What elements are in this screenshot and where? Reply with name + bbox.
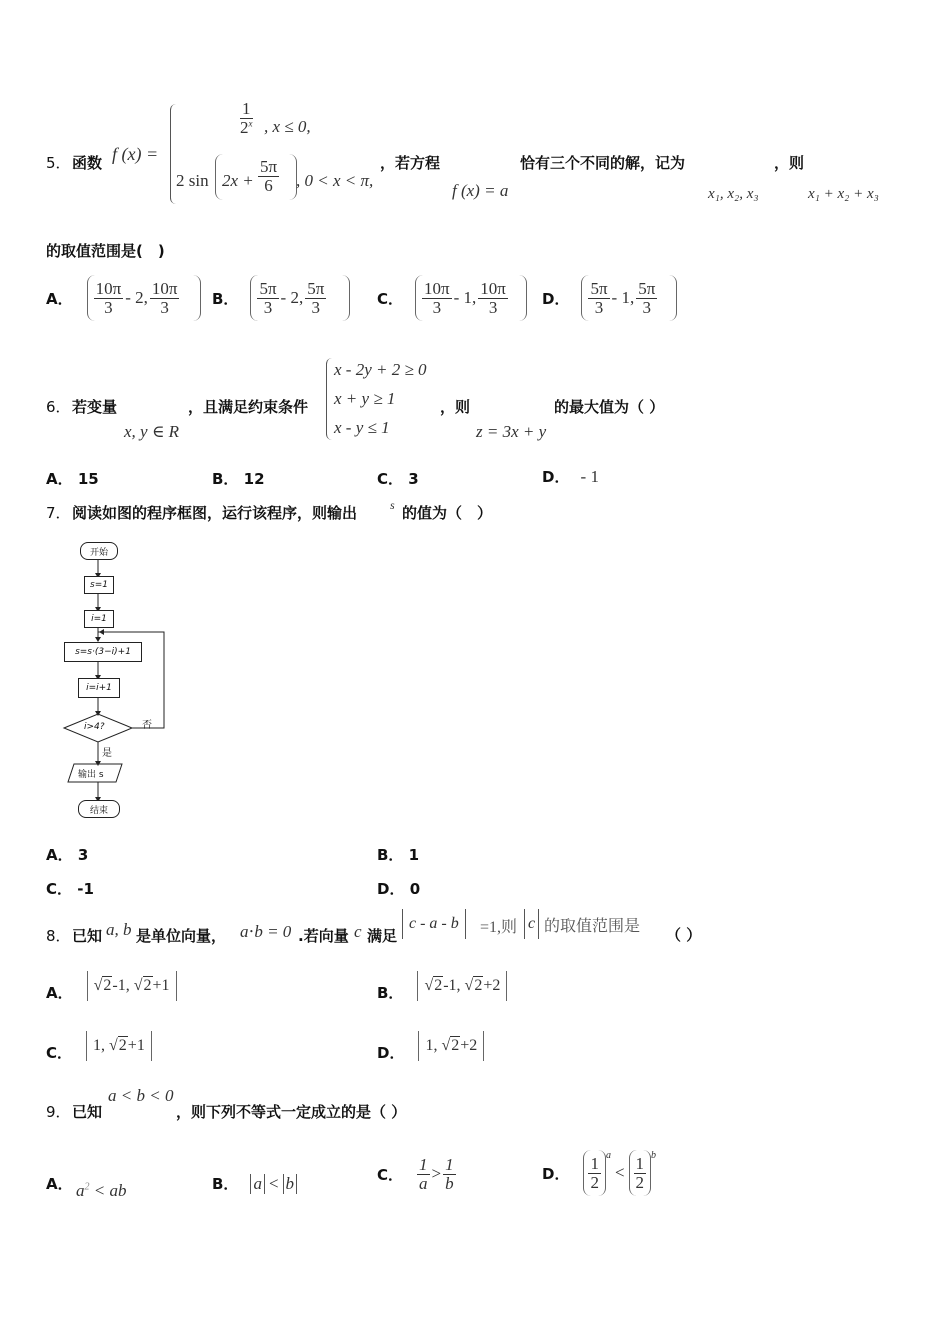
q5-option-b[interactable]: B． $\frac{5\pi}{3}$ - 2, $\frac{5\pi}{3}$: [212, 275, 350, 321]
q8-text-5: （ ）: [666, 926, 702, 944]
q8-c: c: [354, 922, 362, 941]
flowchart-assign: s=s·(3−i)+1: [64, 642, 142, 662]
q5-option-a[interactable]: A． $\frac{10\pi}{3}$ - 2, $\frac{10\pi}{3}$: [46, 275, 201, 321]
q8-condition-rest: =1,则: [480, 919, 518, 936]
q5-case2-cond: , 0 < x < π,: [296, 171, 374, 190]
q9-number: 9．: [46, 1103, 71, 1121]
q7-flowchart: [60, 536, 180, 826]
q7-option-c[interactable]: C． -1: [46, 880, 94, 898]
q6-constraint-1: x - 2y + 2 ≥ 0: [334, 360, 427, 379]
q9-option-b[interactable]: B． a < b: [212, 1173, 297, 1194]
q8-c-abs: c: [524, 909, 539, 939]
q7-s: s: [390, 498, 395, 512]
q6-text-2: ，且满足约束条件: [188, 398, 309, 416]
q7-number: 7．: [46, 504, 71, 522]
q5-line-2: 的取值范围是( ): [46, 242, 165, 260]
q6-objective: z = 3x + y: [476, 422, 547, 441]
q8-option-c[interactable]: C． 1, √ 2 +1: [46, 1028, 152, 1063]
flowchart-end: 结束: [78, 800, 120, 818]
q5-vars: x₁, x₂, x₃: [708, 186, 759, 202]
q9-text-2: ，则下列不等式一定成立的是（ ）: [176, 1103, 407, 1121]
q6-constraint-2: x + y ≥ 1: [334, 389, 396, 408]
flowchart-s-init: s=1: [84, 576, 114, 594]
flowchart-yes-label: 是: [102, 748, 112, 759]
q6-option-c[interactable]: C． 3: [377, 470, 419, 488]
q9-condition: a < b < 0: [108, 1086, 174, 1105]
q8-dot: a⋅b = 0: [240, 922, 292, 941]
q5-text-3: 恰有三个不同的解，记为: [520, 154, 686, 172]
flowchart-start: 开始: [80, 542, 118, 560]
q6-vars: x, y ∈ R: [124, 422, 180, 441]
flowchart-no-label: 否: [142, 720, 152, 731]
q8-condition-abs: c - a - b: [402, 909, 466, 939]
q8-text-1: 已知: [72, 927, 103, 945]
q7-option-b[interactable]: B． 1: [377, 846, 420, 864]
q7-text-2: 的值为（ ）: [402, 504, 493, 522]
q5-case1-frac: $\frac{1}{2^x}$: [240, 99, 253, 137]
q8-ab: a, b: [106, 920, 132, 939]
q7-option-a[interactable]: A． 3: [46, 846, 89, 864]
q7-option-d[interactable]: D． 0: [377, 880, 421, 898]
q8-condition-tail: 的取值范围是: [544, 918, 641, 935]
flowchart-output: 输出 s: [78, 770, 104, 780]
q5-case2-sin: 2 sin: [176, 171, 209, 190]
q5-fx: f (x) =: [112, 144, 159, 164]
q5-sum: x₁ + x₂ + x₃: [808, 186, 879, 202]
q8-option-b[interactable]: B． √ 2 -1, √ 2 +2: [377, 968, 507, 1003]
q5-option-d[interactable]: D． $\frac{5\pi}{3}$ - 1, $\frac{5\pi}{3}$: [542, 275, 677, 321]
q8-text-3: .若向量: [298, 927, 349, 945]
q6-text-3: ，则: [440, 398, 471, 416]
q9-option-a[interactable]: A． $a^2$ < ab: [46, 1175, 127, 1200]
flowchart-increment: i=i+1: [78, 678, 120, 698]
q5-number: 5．: [46, 154, 71, 172]
q5-case2-frac: $\frac{5\pi}{6}$: [260, 157, 278, 195]
q9-option-d[interactable]: D． $\frac{1}{2}$ $^a$ < $\frac{1}{2}$ $^b$: [542, 1150, 656, 1196]
q5-case1-cond: , x ≤ 0,: [264, 117, 311, 136]
q8-number: 8．: [46, 927, 71, 945]
q5-text-1: 函数: [72, 154, 103, 172]
q5-case2-arg: 2x +: [222, 171, 254, 190]
q5-text-2: ，若方程: [380, 154, 441, 172]
q6-option-a[interactable]: A． 15: [46, 470, 99, 488]
q8-option-d[interactable]: D． 1, √ 2 +2: [377, 1028, 484, 1063]
q6-constraint-3: x - y ≤ 1: [334, 418, 390, 437]
q8-text-2: 是单位向量，: [136, 927, 227, 945]
q5-equation: f (x) = a: [452, 181, 509, 200]
q7-text-1: 阅读如图的程序框图，运行该程序，则输出: [72, 504, 358, 522]
q6-brace: [326, 358, 333, 440]
flowchart-i-init: i=1: [84, 610, 114, 628]
q5-option-c[interactable]: C． $\frac{10\pi}{3}$ - 1, $\frac{10\pi}{3}$: [377, 275, 527, 321]
q8-text-4: 满足: [367, 927, 398, 945]
q9-option-c[interactable]: C． $\frac{1}{a}$ > $\frac{1}{b}$: [377, 1155, 454, 1193]
q8-option-a[interactable]: A． √ 2 -1, √ 2 +1: [46, 968, 177, 1003]
q6-text-4: 的最大值为（ ）: [554, 398, 665, 416]
q9-text-1: 已知: [72, 1103, 103, 1121]
flowchart-condition: i>4?: [84, 722, 105, 732]
q6-number: 6．: [46, 398, 71, 416]
q6-option-d[interactable]: D． - 1: [542, 467, 599, 486]
q6-text-1: 若变量: [72, 398, 118, 416]
q5-text-4: ，则: [774, 154, 805, 172]
q6-option-b[interactable]: B． 12: [212, 470, 265, 488]
